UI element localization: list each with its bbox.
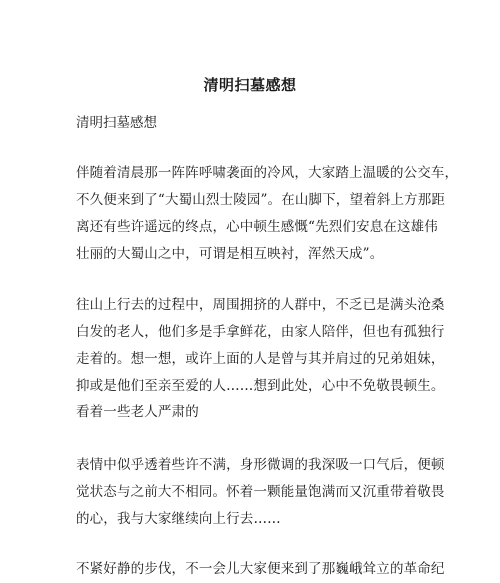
paragraph-3-line-1: 表情中似乎透着些许不满，身形微调的我深吸一口气后，便顿 [76, 457, 445, 473]
paragraph-1-line-3: 离还有些许遥远的终点，心中顿生感慨“先烈们安息在这雄伟 [76, 219, 438, 235]
paragraph-2-line-4: 抑或是他们至亲至爱的人……想到此处，心中不免敬畏顿生。 [76, 378, 445, 394]
paragraph-4-line-1: 不紧好静的步伐，不一会儿大家便来到了那巍峨耸立的革命纪 [76, 561, 445, 577]
paragraph-2-line-5: 看着一些老人严肃的 [76, 404, 199, 420]
paragraph-2-line-1: 往山上行去的过程中，周围拥挤的人群中，不乏已是满头沧桑 [76, 297, 445, 313]
paragraph-3-line-2: 觉状态与之前大不相同。怀着一颗能量饱满而又沉重带着敬畏 [76, 484, 445, 500]
paragraph-3-line-3: 的心，我与大家继续向上行去…… [76, 511, 281, 527]
document-subtitle: 清明扫墓感想 [76, 115, 157, 131]
paragraph-1 [76, 160, 459, 268]
paragraph-2 [76, 292, 445, 424]
paragraph-3 [76, 452, 445, 533]
document-title: 清明扫墓感想 [203, 76, 297, 94]
paragraph-1-line-2: 不久便来到了“大蜀山烈士陵园”。在山脚下，望着斜上方那距 [76, 192, 446, 208]
paragraph-1-line-4: 壮丽的大蜀山之中，可谓是相互映衬，浑然天成”。 [76, 246, 384, 262]
paragraph-1-line-1: 伴随着清晨那一阵阵呼啸袭面的冷风，大家踏上温暖的公交车， [76, 165, 459, 181]
paragraph-2-line-3: 走着的。想一想，或许上面的人是曾与其并肩过的兄弟姐妹， [76, 351, 445, 367]
paragraph-4 [76, 556, 445, 583]
paragraph-2-line-2: 白发的老人，他们多是手拿鲜花，由家人陪伴，但也有孤独行 [76, 324, 445, 340]
